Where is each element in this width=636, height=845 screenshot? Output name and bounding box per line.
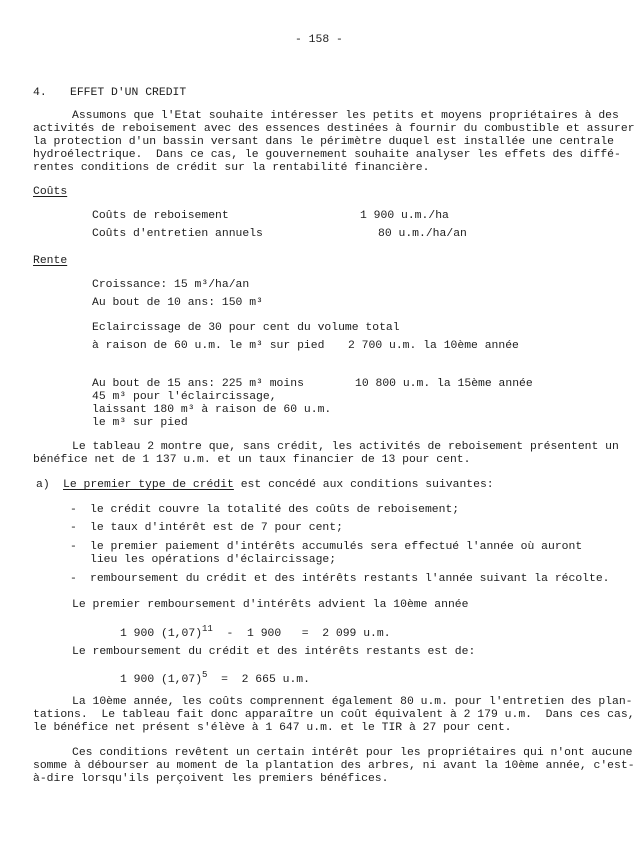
intro-line: la protection d'un bassin versant dans le périmètre duquel est installée une centrale [33, 136, 615, 148]
intro-line: hydroélectrique. Dans ce cas, le gouvernement souhaite analyser les effets des diffé- [33, 149, 621, 161]
conclusion-line: Ces conditions revêtent un certain intérêt pour les propriétaires qui n'ont aucune [72, 747, 633, 759]
rente-bout15: Au bout de 15 ans: 225 m³ moins [92, 378, 304, 390]
rente-croissance: Croissance: 15 m³/ha/an [92, 279, 250, 291]
tableau-line: bénéfice net de 1 137 u.m. et un taux financier de 13 pour cent. [33, 454, 471, 466]
credit-intro-rest: est concédé aux conditions suivantes: [233, 479, 494, 491]
rente-bout15: laissant 180 m³ à raison de 60 u.m. [92, 404, 332, 416]
dixieme-line: le bénéfice net présent s'élève à 1 647 u.m. et le TIR à 27 pour cent. [33, 722, 512, 734]
formula-1-base: 1 900 (1,07) [120, 627, 203, 640]
section-title: EFFET D'UN CREDIT [70, 87, 187, 99]
intro-line: rentes conditions de crédit sur la rentabilité financière. [33, 162, 430, 174]
dixieme-line: La 10ème année, les coûts comprennent également 80 u.m. pour l'entretien des plan- [72, 696, 633, 708]
rente-bout10: Au bout de 10 ans: 150 m³ [92, 297, 263, 309]
credit-marker: a) [36, 479, 50, 491]
bullet-dash: - [70, 522, 77, 534]
bullet-dash: - [70, 573, 77, 585]
rente-bout15: le m³ sur pied [92, 417, 188, 429]
formula-2-rest: = 2 665 u.m. [207, 673, 310, 686]
rente-eclaircissage: à raison de 60 u.m. le m³ sur pied [92, 340, 325, 352]
formula-2-exponent: 5 [202, 670, 208, 680]
formula-2-base: 1 900 (1,07) [120, 673, 203, 686]
couts-heading: Coûts [33, 186, 68, 198]
rente-eclaircissage: Eclaircissage de 30 pour cent du volume total [92, 322, 400, 334]
couts-value: 1 900 u.m./ha [360, 210, 449, 222]
remboursement-label: Le remboursement du crédit et des intérêts restants est de: [72, 646, 476, 658]
bullet-dash: - [70, 504, 77, 516]
bullet-dash: - [70, 541, 77, 553]
dixieme-line: tations. Le tableau fait donc apparaître un coût équivalent à 2 179 u.m. Dans ces cas, [33, 709, 635, 721]
rente-bout15: 45 m³ pour l'éclaircissage, [92, 391, 277, 403]
formula-1-exponent: 11 [202, 624, 213, 634]
rente-bout15-value: 10 800 u.m. la 15ème année [355, 378, 533, 390]
rente-heading: Rente [33, 255, 68, 267]
tableau-line: Le tableau 2 montre que, sans crédit, les activités de reboisement présentent un [72, 441, 619, 453]
premier-remboursement: Le premier remboursement d'intérêts advient la 10ème année [72, 599, 469, 611]
condition-item: le taux d'intérêt est de 7 pour cent; [90, 522, 343, 534]
formula-1-rest: - 1 900 = 2 099 u.m. [212, 627, 391, 640]
rente-eclair-value: 2 700 u.m. la 10ème année [348, 340, 519, 352]
couts-label: Coûts de reboisement [92, 210, 229, 222]
condition-item: lieu les opérations d'éclaircissage; [90, 554, 337, 566]
credit-intro [63, 478, 494, 492]
condition-item: remboursement du crédit et des intérêts restants l'année suivant la récolte. [90, 573, 610, 585]
condition-item: le crédit couvre la totalité des coûts de reboisement; [90, 504, 460, 516]
conclusion-line: à-dire lorsqu'ils perçoivent les premiers bénéfices. [33, 773, 389, 785]
page-number: - 158 - [295, 34, 343, 46]
condition-item: le premier paiement d'intérêts accumulés sera effectué l'année où auront [90, 541, 583, 553]
couts-value: 80 u.m./ha/an [378, 228, 467, 240]
intro-line: Assumons que l'Etat souhaite intéresser les petits et moyens propriétaires à des [72, 110, 619, 122]
couts-label: Coûts d'entretien annuels [92, 228, 263, 240]
conclusion-line: somme à débourser au moment de la plantation des arbres, ni avant la 10ème année, c'est- [33, 760, 635, 772]
formula-2 [120, 668, 310, 687]
section-number: 4. [33, 87, 47, 99]
intro-line: activités de reboisement avec des essences destinées à fournir du combustible et assurer [33, 123, 635, 135]
formula-1 [120, 622, 391, 641]
credit-title: Le premier type de crédit [63, 479, 234, 491]
